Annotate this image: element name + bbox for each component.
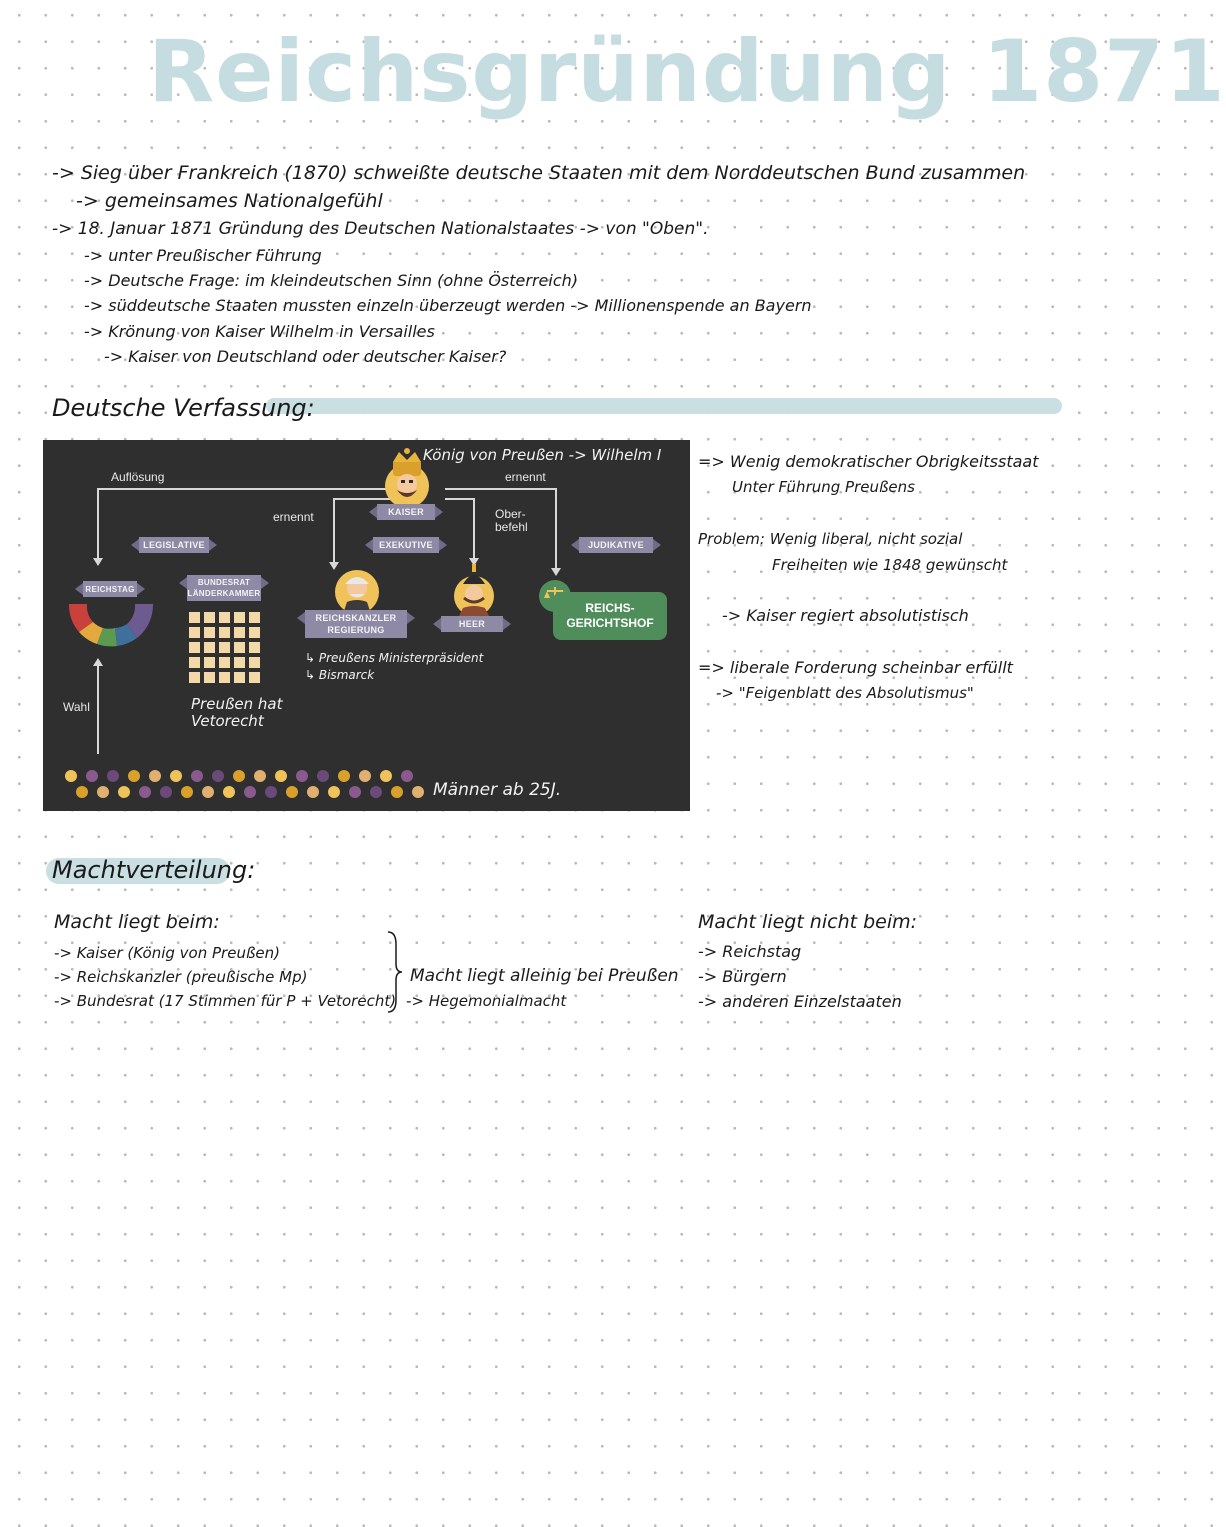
voter-figure (97, 786, 109, 798)
macht-beim-item: -> Kaiser (König von Preußen) (54, 944, 280, 962)
heer-ribbon: HEER (441, 616, 503, 632)
voter-figure (359, 770, 371, 782)
reichskanzler-icon (333, 568, 381, 616)
intro-line: -> unter Preußischer Führung (84, 246, 322, 265)
curly-brace-icon (384, 930, 404, 1014)
right-note: => Wenig demokratischer Obrigkeitsstaat (698, 452, 1039, 471)
voter-figure (317, 770, 329, 782)
right-note: Unter Führung Preußens (732, 478, 915, 496)
oberbefehl-label: Ober- befehl (495, 507, 528, 534)
voter-figure (160, 786, 172, 798)
macht-beim-heading: Macht liegt beim: (54, 911, 220, 933)
bundesrat-seat (234, 657, 245, 668)
reichsgerichtshof-box: REICHS- GERICHTSHOF (553, 592, 667, 640)
voter-figure (370, 786, 382, 798)
bundesrat-seat (189, 642, 200, 653)
verfassung-heading: Deutsche Verfassung: (52, 394, 315, 422)
voter-figure (139, 786, 151, 798)
voter-figure (107, 770, 119, 782)
constitution-diagram (43, 440, 690, 811)
bundesrat-seat (234, 627, 245, 638)
bundesrat-seat (219, 672, 230, 683)
macht-beim-item: -> Bundesrat (17 Stimmen für P + Vetorecht) (54, 992, 397, 1010)
bundesrat-seat (249, 612, 260, 623)
bundesrat-seat (249, 642, 260, 653)
judikative-ribbon: JUDIKATIVE (579, 537, 653, 553)
voter-figure (286, 786, 298, 798)
bundesrat-seat (249, 657, 260, 668)
bundesrat-seat (219, 657, 230, 668)
bundesrat-grid-icon (189, 612, 265, 688)
voter-figure (118, 786, 130, 798)
koenig-note: König von Preußen -> Wilhelm I (423, 446, 662, 464)
wahl-label: Wahl (63, 700, 90, 714)
ernennt-label: ernennt (273, 510, 314, 524)
voter-figure (202, 786, 214, 798)
bundesrat-seat (249, 627, 260, 638)
intro-line: -> süddeutsche Staaten mussten einzeln überzeugt werden -> Millionenspende an Bayern (84, 296, 812, 315)
voter-figure (391, 786, 403, 798)
heer-icon (449, 562, 499, 618)
right-note: Freiheiten wie 1848 gewünscht (772, 556, 1008, 574)
intro-line: -> Krönung von Kaiser Wilhelm in Versailles (84, 322, 435, 341)
kanzler-note: ↳ Preußens Ministerpräsident ↳ Bismarck (305, 651, 484, 682)
bundesrat-ribbon: BUNDESRAT LÄNDERKAMMER (187, 575, 261, 601)
voter-figure (296, 770, 308, 782)
veto-note: Preußen hat Vetorecht (191, 695, 283, 730)
macht-nicht-item: -> Bürgern (698, 967, 787, 986)
voter-figure (223, 786, 235, 798)
reichstag-ribbon: REICHSTAG (83, 581, 137, 597)
bundesrat-seat (189, 657, 200, 668)
voter-figure (212, 770, 224, 782)
bundesrat-seat (204, 612, 215, 623)
voter-figure (349, 786, 361, 798)
voter-figure (338, 770, 350, 782)
legislative-ribbon: LEGISLATIVE (139, 537, 209, 553)
intro-line: -> Sieg über Frankreich (1870) schweißte deutsche Staaten mit dem Norddeutschen Bund zusammen (52, 162, 1026, 184)
maenner-note: Männer ab 25J. (433, 780, 562, 800)
voter-figure (191, 770, 203, 782)
bundesrat-seat (204, 627, 215, 638)
macht-beim-item: -> Reichskanzler (preußische Mp) (54, 968, 308, 986)
macht-nicht-item: -> Reichstag (698, 942, 802, 961)
bundesrat-seat (219, 642, 230, 653)
voter-figure (244, 786, 256, 798)
bundesrat-seat (234, 612, 245, 623)
voter-figure (233, 770, 245, 782)
bundesrat-seat (219, 627, 230, 638)
voter-figure (170, 770, 182, 782)
ernennt-top-label: ernennt (505, 470, 546, 484)
bundesrat-seat (204, 672, 215, 683)
macht-nicht-heading: Macht liegt nicht beim: (698, 911, 918, 933)
heading-highlight (266, 398, 1062, 414)
right-note: Problem: Wenig liberal, nicht sozial (698, 530, 963, 548)
voter-figure (86, 770, 98, 782)
bundesrat-seat (249, 672, 260, 683)
voter-figure (380, 770, 392, 782)
aufloesung-label: Auflösung (111, 470, 165, 484)
exekutive-ribbon: EXEKUTIVE (373, 537, 439, 553)
voter-figure (65, 770, 77, 782)
page-title: Reichsgründung 1871 (148, 22, 1226, 122)
macht-nicht-item: -> anderen Einzelstaaten (698, 992, 902, 1011)
reichstag-seats-icon (65, 600, 157, 650)
bundesrat-seat (189, 627, 200, 638)
reichskanzler-ribbon: REICHSKANZLER REGIERUNG (305, 610, 407, 638)
voter-figure (401, 770, 413, 782)
intro-line: -> Deutsche Frage: im kleindeutschen Sinn (ohne Österreich) (84, 271, 579, 290)
bundesrat-seat (204, 642, 215, 653)
machtverteilung-heading: Machtverteilung: (52, 856, 256, 884)
voter-figure (128, 770, 140, 782)
voter-figure (181, 786, 193, 798)
bundesrat-seat (189, 612, 200, 623)
kaiser-ribbon: KAISER (377, 504, 435, 520)
macht-conclusion: Macht liegt alleinig bei Preußen (410, 966, 679, 986)
macht-conclusion: -> Hegemonialmacht (406, 992, 567, 1010)
voter-figure (149, 770, 161, 782)
intro-line: -> gemeinsames Nationalgefühl (76, 190, 383, 212)
voter-figure (265, 786, 277, 798)
right-note: -> Kaiser regiert absolutistisch (722, 606, 969, 625)
voter-figure (412, 786, 424, 798)
voter-figure (76, 786, 88, 798)
bundesrat-seat (234, 672, 245, 683)
bundesrat-seat (189, 672, 200, 683)
bundesrat-seat (234, 642, 245, 653)
right-note: -> "Feigenblatt des Absolutismus" (716, 684, 974, 702)
bundesrat-seat (204, 657, 215, 668)
voter-figure (275, 770, 287, 782)
voters-crowd-icon (65, 766, 429, 806)
voter-figure (254, 770, 266, 782)
bundesrat-seat (219, 612, 230, 623)
right-note: => liberale Forderung scheinbar erfüllt (698, 658, 1013, 677)
intro-line: -> 18. Januar 1871 Gründung des Deutschen Nationalstaates -> von "Oben". (52, 219, 709, 239)
intro-line: -> Kaiser von Deutschland oder deutscher Kaiser? (104, 347, 507, 366)
voter-figure (328, 786, 340, 798)
voter-figure (307, 786, 319, 798)
